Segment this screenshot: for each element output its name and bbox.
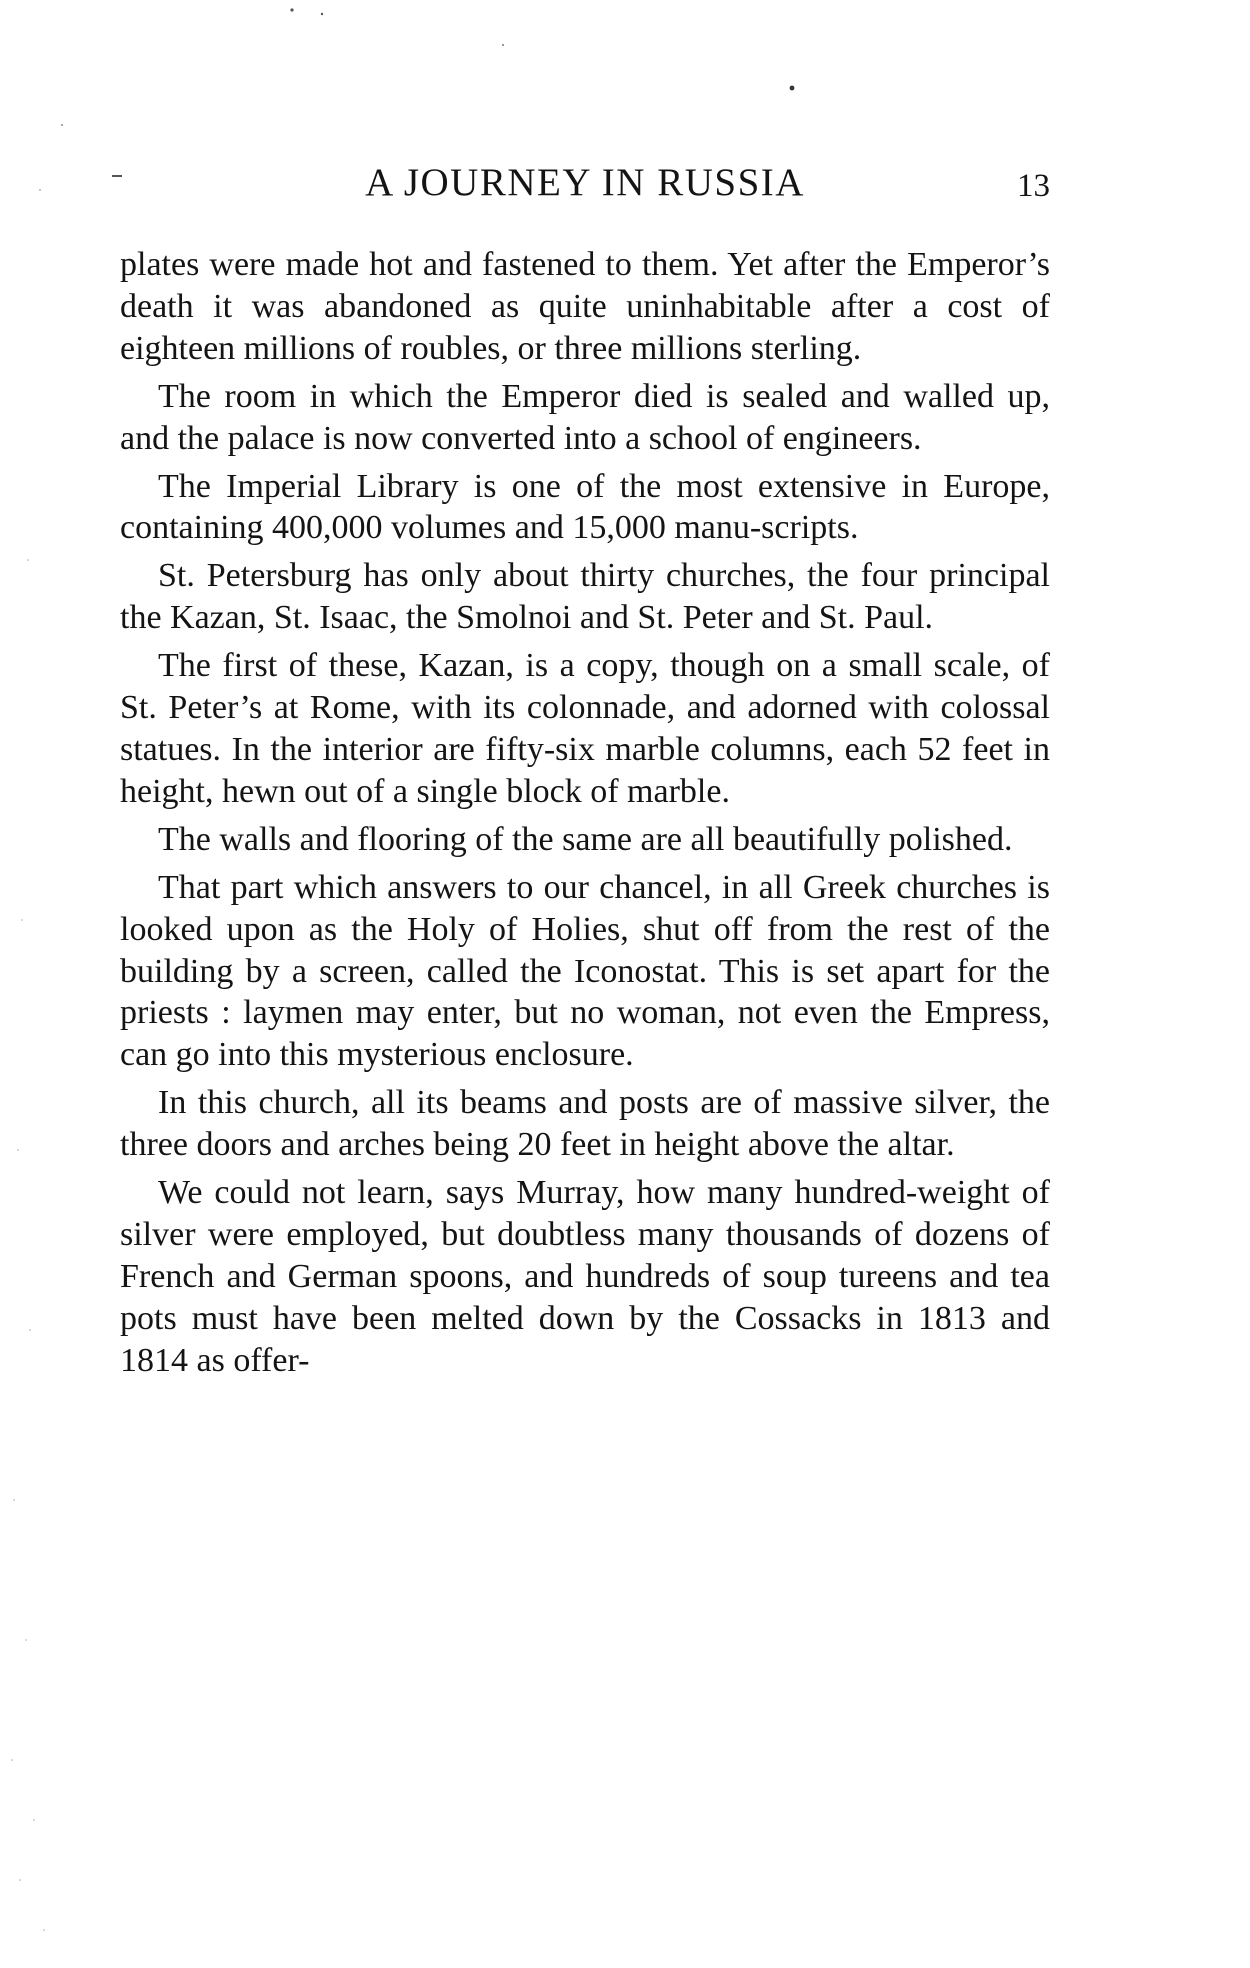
page-number: 13 [1017,168,1050,204]
paragraph: The Imperial Library is one of the most extensive in Europe, containing 400,000 volumes and 15,000 manu-scripts. [120,467,1050,547]
body-text [120,244,1050,1388]
running-title: A JOURNEY IN RUSSIA [365,161,805,204]
paragraph: In this church, all its beams and posts are of massive silver, the three doors and arches being 20 feet in height above the altar. [120,1084,1050,1164]
paragraph: That part which answers to our chancel, in all Greek churches is looked upon as the Holy of Holies, shut off from the rest of the building by a screen, called the Iconostat. This is set apart for the priests : laymen may enter, but no woman, not even the Empress, can go into this mysterious enclosure. [120,868,1050,1074]
paragraph: The first of these, Kazan, is a copy, though on a small scale, of St. Peter’s at Rome, with its colonnade, and adorned with colossal statues. In the interior are fifty-six marble columns, each 52 feet in height, hewn out of a single block of marble. [120,647,1050,810]
paragraph: plates were made hot and fastened to them. Yet after the Emperor’s death it was abandoned as quite uninhabitable after a cost of eighteen millions of roubles, or three millions sterling. [120,246,1050,367]
paragraph: We could not learn, says Murray, how many hundred-weight of silver were employed, but doubtless many thousands of dozens of French and German spoons, and hundreds of soup tureens and tea pots must have been melted down by the Cossacks in 1813 and 1814 as offer- [120,1174,1050,1379]
paragraph: The room in which the Emperor died is sealed and walled up, and the palace is now converted into a school of engineers. [120,377,1050,457]
paragraph: St. Petersburg has only about thirty churches, the four principal the Kazan, St. Isaac, the Smolnoi and St. Peter and St. Paul. [120,557,1050,637]
paragraph: The walls and flooring of the same are all beautifully polished. [158,820,1013,858]
running-header [120,158,1050,208]
